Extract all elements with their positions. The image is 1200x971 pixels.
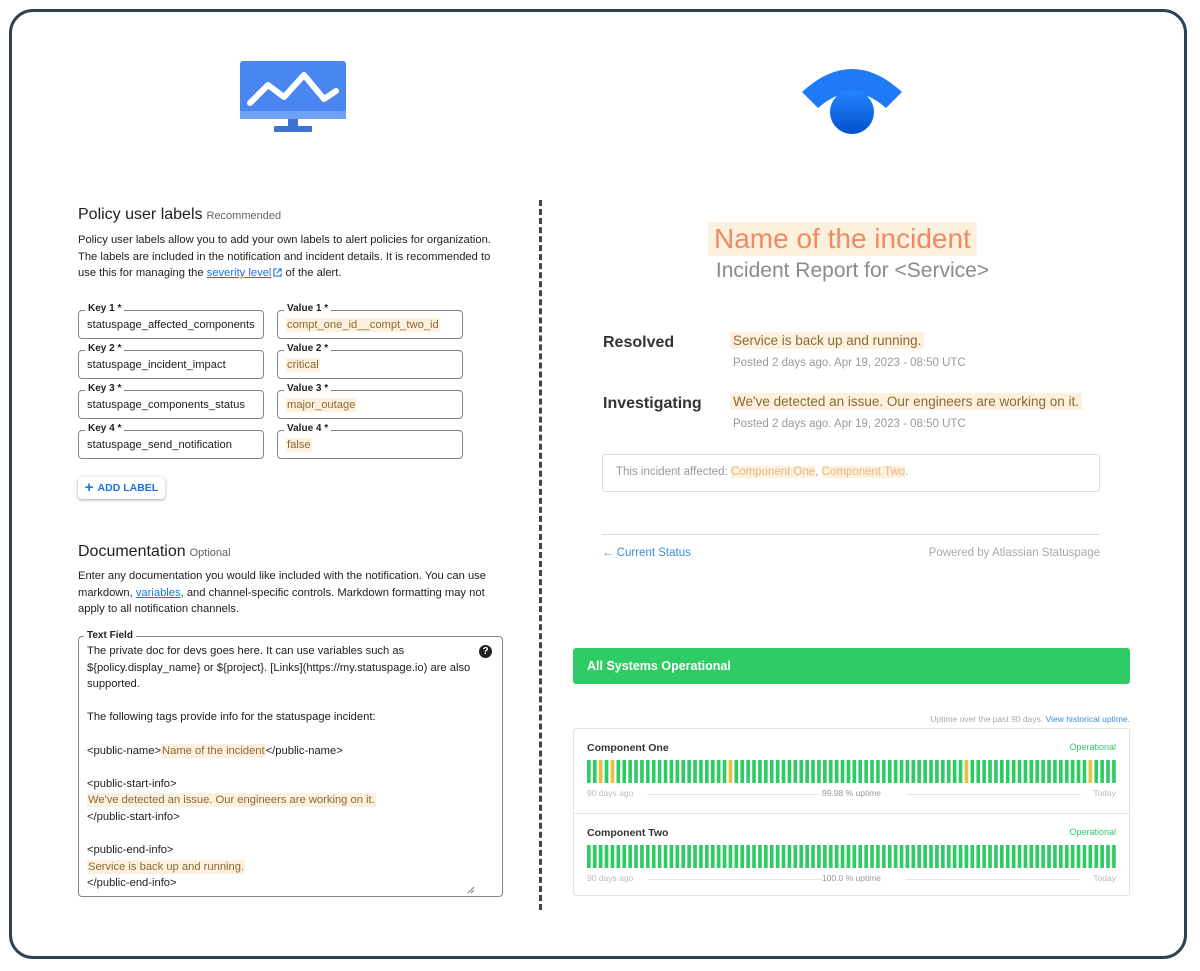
policy-desc-suffix: of the alert.: [282, 267, 342, 279]
uptime-day-bar[interactable]: [758, 845, 762, 868]
uptime-day-bar[interactable]: [752, 760, 756, 783]
key-1-field[interactable]: [78, 303, 264, 339]
uptime-note-text: Uptime over the past 90 days.: [930, 714, 1046, 724]
optional-tag: Optional: [189, 547, 231, 559]
uptime-day-bar[interactable]: [687, 845, 691, 868]
uptime-percent: 100.0 % uptime: [821, 873, 882, 883]
uptime-day-bar[interactable]: [923, 760, 927, 783]
update-time-resolved: Posted 2 days ago. Apr 19, 2023 - 08:50 UTC: [733, 357, 966, 369]
affected-sep: ,: [815, 466, 822, 478]
documentation-description: [78, 568, 508, 618]
severity-level-link[interactable]: severity level: [207, 267, 283, 279]
key-4-value: statuspage_send_notification: [87, 439, 232, 451]
uptime-day-bar[interactable]: [764, 845, 768, 868]
uptime-day-bar[interactable]: [935, 760, 939, 783]
uptime-day-bar[interactable]: [1106, 845, 1110, 868]
uptime-day-bar[interactable]: [894, 760, 898, 783]
value-3-field[interactable]: [277, 383, 463, 419]
uptime-day-bar[interactable]: [941, 760, 945, 783]
uptime-day-bar[interactable]: [788, 760, 792, 783]
doc-line: ${policy.display_name} or ${project}. [Links](https://my.statuspage.io) are also: [87, 661, 471, 674]
range-start-label: 90 days ago: [587, 788, 634, 798]
value-1-value: compt_one_id__compt_two_id: [287, 319, 439, 331]
uptime-day-bar[interactable]: [888, 760, 892, 783]
add-label-text: ADD LABEL: [97, 482, 159, 494]
uptime-day-bar[interactable]: [740, 845, 744, 868]
uptime-day-bar[interactable]: [711, 845, 715, 868]
affected-prefix: This incident affected:: [616, 466, 731, 478]
uptime-day-bar[interactable]: [605, 845, 609, 868]
uptime-day-bar[interactable]: [917, 845, 921, 868]
uptime-day-bar[interactable]: [1065, 760, 1069, 783]
component-name: Component One: [587, 742, 669, 754]
uptime-day-bar[interactable]: [758, 760, 762, 783]
powered-by-text: Powered by Atlassian Statuspage: [928, 547, 1100, 559]
uptime-day-bar[interactable]: [947, 760, 951, 783]
public-start-line: [87, 792, 482, 809]
uptime-day-bar[interactable]: [876, 760, 880, 783]
uptime-day-bar[interactable]: [611, 760, 615, 783]
uptime-day-bar[interactable]: [699, 845, 703, 868]
uptime-day-bar[interactable]: [929, 845, 933, 868]
uptime-day-bar[interactable]: [646, 845, 650, 868]
uptime-day-bar[interactable]: [1083, 760, 1087, 783]
uptime-day-bar[interactable]: [1083, 845, 1087, 868]
uptime-day-bar[interactable]: [1065, 845, 1069, 868]
range-end-label: Today: [1093, 873, 1116, 883]
uptime-day-bar[interactable]: [776, 760, 780, 783]
key-3-field[interactable]: [78, 383, 264, 419]
uptime-day-bar[interactable]: [1030, 760, 1034, 783]
uptime-day-bar[interactable]: [640, 845, 644, 868]
uptime-day-bar[interactable]: [788, 845, 792, 868]
uptime-day-bar[interactable]: [717, 845, 721, 868]
uptime-day-bar[interactable]: [1059, 760, 1063, 783]
uptime-day-bar[interactable]: [717, 760, 721, 783]
uptime-day-bar[interactable]: [923, 845, 927, 868]
uptime-day-bar[interactable]: [1077, 760, 1081, 783]
uptime-day-bar[interactable]: [681, 845, 685, 868]
uptime-day-bar[interactable]: [740, 760, 744, 783]
uptime-day-bar[interactable]: [652, 845, 656, 868]
public-start-open: <public-start-info>: [87, 777, 177, 790]
dashed-divider: [539, 200, 542, 910]
uptime-day-bar[interactable]: [988, 760, 992, 783]
uptime-day-bar[interactable]: [929, 760, 933, 783]
recommended-tag: Recommended: [206, 210, 282, 222]
component-row: [574, 729, 1129, 813]
help-icon[interactable]: ?: [479, 645, 492, 658]
component-status: Operational: [1069, 742, 1116, 752]
key-4-label: Key 4 *: [85, 423, 124, 435]
uptime-day-bar[interactable]: [988, 845, 992, 868]
uptime-day-bar[interactable]: [858, 845, 862, 868]
uptime-day-bar[interactable]: [1106, 760, 1110, 783]
uptime-day-bar[interactable]: [628, 845, 632, 868]
uptime-bars: [587, 760, 1118, 783]
key-1-value: statuspage_affected_components: [87, 319, 255, 331]
uptime-day-bar[interactable]: [971, 760, 975, 783]
uptime-day-bar[interactable]: [599, 760, 603, 783]
uptime-day-bar[interactable]: [1006, 845, 1010, 868]
uptime-day-bar[interactable]: [693, 760, 697, 783]
uptime-day-bar[interactable]: [947, 845, 951, 868]
uptime-day-bar[interactable]: [823, 760, 827, 783]
uptime-day-bar[interactable]: [1041, 845, 1045, 868]
key-3-value: statuspage_components_status: [87, 399, 245, 411]
uptime-day-bar[interactable]: [593, 845, 597, 868]
uptime-day-bar[interactable]: [853, 845, 857, 868]
view-historical-uptime-link[interactable]: View historical uptime.: [1045, 714, 1130, 724]
uptime-day-bar[interactable]: [841, 845, 845, 868]
text-field-content: [87, 643, 482, 892]
uptime-day-bar[interactable]: [676, 845, 680, 868]
uptime-day-bar[interactable]: [858, 760, 862, 783]
uptime-day-bar[interactable]: [1018, 845, 1022, 868]
uptime-day-bar[interactable]: [953, 760, 957, 783]
add-label-button[interactable]: [78, 477, 165, 499]
uptime-day-bar[interactable]: [876, 845, 880, 868]
uptime-day-bar[interactable]: [1094, 760, 1098, 783]
uptime-day-bar[interactable]: [593, 760, 597, 783]
doc-desc-text: Enter any documentation you would like included with the notification. You can use markdown,: [78, 570, 486, 599]
uptime-day-bar[interactable]: [1053, 760, 1057, 783]
component-row: [574, 813, 1129, 898]
uptime-day-bar[interactable]: [847, 760, 851, 783]
uptime-day-bar[interactable]: [652, 760, 656, 783]
uptime-day-bar[interactable]: [823, 845, 827, 868]
uptime-day-bar[interactable]: [888, 845, 892, 868]
plus-icon: +: [84, 479, 94, 496]
uptime-day-bar[interactable]: [965, 845, 969, 868]
value-4-label: Value 4 *: [284, 423, 331, 435]
uptime-day-bar[interactable]: [782, 760, 786, 783]
uptime-day-bar[interactable]: [894, 845, 898, 868]
uptime-day-bar[interactable]: [1041, 760, 1045, 783]
key-2-field[interactable]: [78, 343, 264, 379]
uptime-day-bar[interactable]: [847, 845, 851, 868]
uptime-day-bar[interactable]: [959, 760, 963, 783]
uptime-day-bar[interactable]: [587, 845, 591, 868]
uptime-day-bar[interactable]: [634, 845, 638, 868]
range-end-label: Today: [1093, 788, 1116, 798]
value-2-value: critical: [287, 359, 319, 371]
uptime-day-bar[interactable]: [1112, 845, 1116, 868]
statuspage-logo-icon: [798, 60, 906, 136]
public-end-value: Service is back up and running.: [88, 860, 245, 873]
policy-labels-heading: [78, 206, 281, 224]
uptime-day-bar[interactable]: [658, 760, 662, 783]
uptime-day-bar[interactable]: [658, 845, 662, 868]
uptime-day-bar[interactable]: [864, 845, 868, 868]
uptime-day-bar[interactable]: [670, 845, 674, 868]
value-4-field[interactable]: [277, 423, 463, 459]
uptime-day-bar[interactable]: [1047, 845, 1051, 868]
documentation-text-field[interactable]: [78, 630, 503, 897]
uptime-day-bar[interactable]: [971, 845, 975, 868]
uptime-day-bar[interactable]: [729, 760, 733, 783]
uptime-day-bar[interactable]: [605, 760, 609, 783]
uptime-day-bar[interactable]: [1030, 845, 1034, 868]
public-end-line: [87, 859, 482, 876]
uptime-day-bar[interactable]: [799, 760, 803, 783]
value-2-label: Value 2 *: [284, 343, 331, 355]
value-4-value: false: [287, 439, 311, 451]
uptime-day-bar[interactable]: [853, 760, 857, 783]
resize-handle-icon[interactable]: [467, 886, 475, 894]
uptime-bars: [587, 845, 1118, 868]
current-status-link[interactable]: ← Current Status: [602, 547, 691, 559]
uptime-day-bar[interactable]: [746, 760, 750, 783]
uptime-day-bar[interactable]: [723, 760, 727, 783]
uptime-day-bar[interactable]: [959, 845, 963, 868]
uptime-day-bar[interactable]: [1000, 760, 1004, 783]
affected-component-two: Component Two: [821, 466, 906, 478]
uptime-day-bar[interactable]: [817, 760, 821, 783]
uptime-day-bar[interactable]: [746, 845, 750, 868]
documentation-title: Documentation: [78, 543, 186, 560]
value-3-label: Value 3 *: [284, 383, 331, 395]
all-systems-operational-banner: All Systems Operational: [573, 648, 1130, 684]
uptime-day-bar[interactable]: [794, 845, 798, 868]
affected-suffix: .: [905, 466, 909, 478]
uptime-day-bar[interactable]: [829, 760, 833, 783]
doc-blank-line: [87, 693, 482, 710]
uptime-day-bar[interactable]: [1047, 760, 1051, 783]
uptime-day-bar[interactable]: [617, 845, 621, 868]
uptime-day-bar[interactable]: [1112, 760, 1116, 783]
uptime-day-bar[interactable]: [640, 760, 644, 783]
uptime-day-bar[interactable]: [764, 760, 768, 783]
component-status: Operational: [1069, 827, 1116, 837]
text-field-label: Text Field: [84, 630, 136, 642]
uptime-day-bar[interactable]: [941, 845, 945, 868]
uptime-day-bar[interactable]: [1012, 760, 1016, 783]
uptime-day-bar[interactable]: [811, 760, 815, 783]
public-name-line: <public-name>Name of the incident</public-name>: [87, 744, 343, 757]
value-1-field[interactable]: [277, 303, 463, 339]
uptime-day-bar[interactable]: [935, 845, 939, 868]
key-2-value: statuspage_incident_impact: [87, 359, 226, 371]
uptime-day-bar[interactable]: [770, 845, 774, 868]
uptime-day-bar[interactable]: [687, 760, 691, 783]
uptime-day-bar[interactable]: [994, 760, 998, 783]
key-4-field[interactable]: [78, 423, 264, 459]
public-start-close: </public-start-info>: [87, 810, 180, 823]
uptime-day-bar[interactable]: [1035, 845, 1039, 868]
uptime-day-bar[interactable]: [982, 760, 986, 783]
uptime-day-bar[interactable]: [599, 845, 603, 868]
components-panel: [573, 728, 1130, 896]
update-time-investigating: Posted 2 days ago. Apr 19, 2023 - 08:50 UTC: [733, 418, 966, 430]
uptime-day-bar[interactable]: [912, 760, 916, 783]
uptime-day-bar[interactable]: [1018, 760, 1022, 783]
uptime-day-bar[interactable]: [1077, 845, 1081, 868]
uptime-day-bar[interactable]: [1012, 845, 1016, 868]
footer-divider: [602, 534, 1100, 535]
uptime-day-bar[interactable]: [735, 845, 739, 868]
uptime-day-bar[interactable]: [829, 845, 833, 868]
value-3-value: major_outage: [287, 399, 356, 411]
incident-subtitle: Incident Report for <Service>: [715, 259, 990, 282]
uptime-day-bar[interactable]: [811, 845, 815, 868]
doc-blank-line: [87, 826, 482, 843]
doc-line: supported.: [87, 678, 140, 691]
uptime-day-bar[interactable]: [917, 760, 921, 783]
update-status-resolved: Resolved: [603, 334, 675, 351]
public-start-value: We've detected an issue. Our engineers are working on it.: [88, 794, 375, 807]
uptime-day-bar[interactable]: [622, 760, 626, 783]
uptime-day-bar[interactable]: [805, 845, 809, 868]
uptime-day-bar[interactable]: [611, 845, 615, 868]
uptime-day-bar[interactable]: [841, 760, 845, 783]
update-status-investigating: Investigating: [603, 395, 702, 412]
value-1-label: Value 1 *: [284, 303, 331, 315]
affected-component-one: Component One: [730, 466, 816, 478]
uptime-day-bar[interactable]: [976, 760, 980, 783]
key-2-label: Key 2 *: [85, 343, 124, 355]
range-start-label: 90 days ago: [587, 873, 634, 883]
key-1-label: Key 1 *: [85, 303, 124, 315]
uptime-day-bar[interactable]: [900, 845, 904, 868]
uptime-day-bar[interactable]: [912, 845, 916, 868]
uptime-day-bar[interactable]: [906, 760, 910, 783]
uptime-day-bar[interactable]: [994, 845, 998, 868]
uptime-day-bar[interactable]: [752, 845, 756, 868]
uptime-day-bar[interactable]: [664, 760, 668, 783]
uptime-day-bar[interactable]: [882, 760, 886, 783]
uptime-day-bar[interactable]: [634, 760, 638, 783]
key-3-label: Key 3 *: [85, 383, 124, 395]
uptime-day-bar[interactable]: [953, 845, 957, 868]
policy-labels-title: Policy user labels: [78, 206, 203, 223]
uptime-day-bar[interactable]: [835, 845, 839, 868]
uptime-day-bar[interactable]: [681, 760, 685, 783]
documentation-heading: [78, 543, 231, 561]
uptime-day-bar[interactable]: [870, 845, 874, 868]
uptime-day-bar[interactable]: [982, 845, 986, 868]
uptime-day-bar[interactable]: [965, 760, 969, 783]
cloud-monitoring-logo-icon: [240, 61, 346, 133]
update-text-investigating: We've detected an issue. Our engineers are working on it.: [730, 393, 1082, 410]
uptime-day-bar[interactable]: [864, 760, 868, 783]
uptime-day-bar[interactable]: [805, 760, 809, 783]
uptime-day-bar[interactable]: [776, 845, 780, 868]
affected-components-box: [602, 454, 1100, 492]
uptime-day-bar[interactable]: [1024, 845, 1028, 868]
uptime-day-bar[interactable]: [835, 760, 839, 783]
uptime-day-bar[interactable]: [1053, 845, 1057, 868]
doc-line: The following tags provide info for the statuspage incident:: [87, 711, 376, 724]
uptime-day-bar[interactable]: [900, 760, 904, 783]
uptime-day-bar[interactable]: [705, 845, 709, 868]
doc-line: The private doc for devs goes here. It can use variables such as: [87, 645, 405, 657]
uptime-day-bar[interactable]: [1000, 845, 1004, 868]
uptime-day-bar[interactable]: [711, 760, 715, 783]
uptime-day-bar[interactable]: [1100, 845, 1104, 868]
uptime-day-bar[interactable]: [622, 845, 626, 868]
uptime-day-bar[interactable]: [664, 845, 668, 868]
uptime-day-bar[interactable]: [976, 845, 980, 868]
uptime-day-bar[interactable]: [693, 845, 697, 868]
uptime-day-bar[interactable]: [906, 845, 910, 868]
public-name-value: Name of the incident: [162, 744, 265, 757]
doc-blank-line: [87, 759, 482, 776]
uptime-day-bar[interactable]: [1094, 845, 1098, 868]
uptime-day-bar[interactable]: [676, 760, 680, 783]
uptime-day-bar[interactable]: [705, 760, 709, 783]
uptime-day-bar[interactable]: [1059, 845, 1063, 868]
uptime-day-bar[interactable]: [628, 760, 632, 783]
uptime-day-bar[interactable]: [735, 760, 739, 783]
uptime-day-bar[interactable]: [1035, 760, 1039, 783]
uptime-day-bar[interactable]: [1089, 845, 1093, 868]
uptime-day-bar[interactable]: [1071, 760, 1075, 783]
uptime-day-bar[interactable]: [1071, 845, 1075, 868]
variables-link[interactable]: variables: [135, 586, 181, 599]
uptime-day-bar[interactable]: [1006, 760, 1010, 783]
doc-blank-line: [87, 726, 482, 743]
uptime-day-bar[interactable]: [799, 845, 803, 868]
doc-desc-suffix: , and channel-specific controls. Markdown formatting may not apply to all notification channels.: [78, 586, 485, 615]
public-end-close: </public-end-info>: [87, 877, 177, 890]
public-end-open: <public-end-info>: [87, 844, 174, 857]
uptime-day-bar[interactable]: [699, 760, 703, 783]
uptime-day-bar[interactable]: [587, 760, 591, 783]
uptime-day-bar[interactable]: [817, 845, 821, 868]
uptime-day-bar[interactable]: [870, 760, 874, 783]
uptime-day-bar[interactable]: [1024, 760, 1028, 783]
uptime-day-bar[interactable]: [1089, 760, 1093, 783]
uptime-day-bar[interactable]: [646, 760, 650, 783]
uptime-day-bar[interactable]: [670, 760, 674, 783]
incident-name: Name of the incident: [708, 222, 977, 256]
uptime-day-bar[interactable]: [782, 845, 786, 868]
value-2-field[interactable]: [277, 343, 463, 379]
uptime-day-bar[interactable]: [729, 845, 733, 868]
policy-desc-text: Policy user labels allow you to add your own labels to alert policies for organization. The labels are included in the notification and incident details. It is recommended to use this for managing the: [78, 234, 491, 279]
uptime-note: [930, 714, 1130, 724]
component-name: Component Two: [587, 827, 669, 839]
uptime-percent: 99.98 % uptime: [821, 788, 882, 798]
uptime-day-bar[interactable]: [770, 760, 774, 783]
update-text-resolved: Service is back up and running.: [730, 332, 924, 349]
uptime-day-bar[interactable]: [794, 760, 798, 783]
uptime-day-bar[interactable]: [882, 845, 886, 868]
uptime-day-bar[interactable]: [617, 760, 621, 783]
uptime-day-bar[interactable]: [1100, 760, 1104, 783]
uptime-day-bar[interactable]: [723, 845, 727, 868]
